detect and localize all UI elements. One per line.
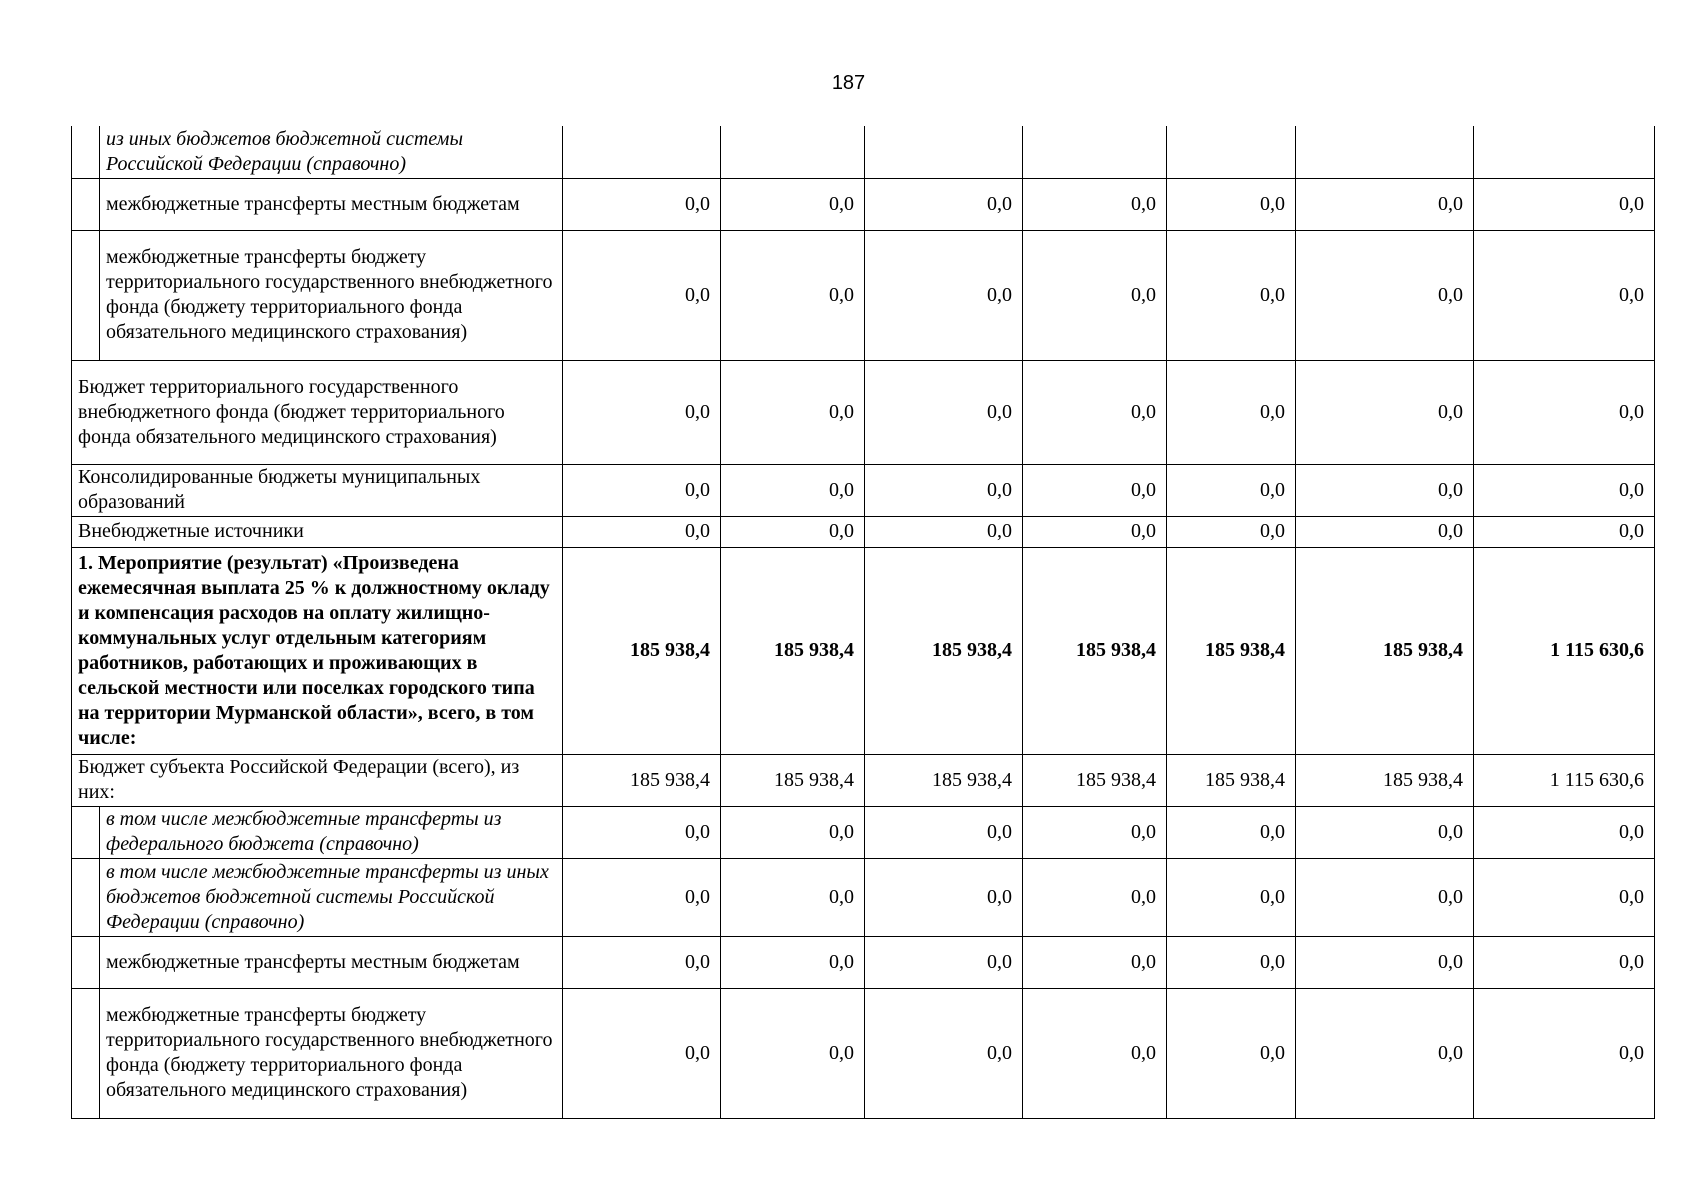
value-cell: 0,0 (721, 464, 865, 516)
row-label: Бюджет территориального государственного внебюджетного фонда (бюджет территориального фонда обязательного медицинского страхования) (72, 360, 563, 464)
value-cell: 0,0 (563, 806, 721, 858)
value-cell: 0,0 (1023, 988, 1167, 1118)
value-cell: 0,0 (563, 936, 721, 988)
value-cell: 0,0 (1167, 178, 1296, 230)
value-cell: 0,0 (1167, 360, 1296, 464)
value-cell: 0,0 (1023, 178, 1167, 230)
value-cell: 185 938,4 (1023, 754, 1167, 806)
value-cell: 0,0 (865, 178, 1023, 230)
value-cell: 0,0 (1474, 806, 1655, 858)
value-cell: 0,0 (1023, 516, 1167, 547)
table-row (72, 126, 1655, 178)
value-cell: 0,0 (563, 178, 721, 230)
table-row (72, 178, 1655, 230)
value-cell: 0,0 (721, 806, 865, 858)
table-row (72, 806, 1655, 858)
table-row (72, 516, 1655, 547)
value-cell: 0,0 (1167, 988, 1296, 1118)
page-number: 187 (831, 72, 866, 94)
table-row (72, 230, 1655, 360)
table-row (72, 464, 1655, 516)
value-cell: 0,0 (721, 230, 865, 360)
value-cell: 185 938,4 (865, 754, 1023, 806)
row-label: межбюджетные трансферты бюджету территориального государственного внебюджетного фонда (бюджету территориального фонда обязательного медицинского страхования) (100, 230, 563, 360)
value-cell: 185 938,4 (1167, 754, 1296, 806)
value-cell (1474, 126, 1655, 178)
value-cell (865, 126, 1023, 178)
value-cell: 0,0 (1023, 936, 1167, 988)
value-cell: 0,0 (1023, 806, 1167, 858)
value-cell: 185 938,4 (1023, 547, 1167, 754)
row-label: из иных бюджетов бюджетной системы Российской Федерации (справочно) (100, 126, 563, 178)
indent-cell (72, 126, 100, 178)
value-cell: 0,0 (865, 464, 1023, 516)
value-cell: 0,0 (1167, 858, 1296, 936)
value-cell (1296, 126, 1474, 178)
value-cell: 0,0 (1474, 936, 1655, 988)
table-row (72, 754, 1655, 806)
value-cell: 185 938,4 (563, 547, 721, 754)
value-cell: 0,0 (1296, 858, 1474, 936)
indent-cell (72, 936, 100, 988)
row-label: Бюджет субъекта Российской Федерации (всего), из них: (72, 754, 563, 806)
indent-cell (72, 178, 100, 230)
value-cell: 0,0 (563, 230, 721, 360)
row-label: Внебюджетные источники (72, 516, 563, 547)
table-body (72, 126, 1655, 1118)
value-cell: 0,0 (721, 858, 865, 936)
table-row (72, 547, 1655, 754)
value-cell (1167, 126, 1296, 178)
value-cell: 0,0 (721, 988, 865, 1118)
indent-cell (72, 858, 100, 936)
value-cell: 1 115 630,6 (1474, 754, 1655, 806)
value-cell (721, 126, 865, 178)
value-cell: 0,0 (1474, 178, 1655, 230)
value-cell: 0,0 (721, 516, 865, 547)
value-cell: 0,0 (1296, 988, 1474, 1118)
value-cell: 0,0 (1474, 988, 1655, 1118)
value-cell: 0,0 (1167, 230, 1296, 360)
value-cell: 0,0 (865, 360, 1023, 464)
indent-cell (72, 806, 100, 858)
value-cell (1023, 126, 1167, 178)
value-cell: 0,0 (865, 516, 1023, 547)
value-cell: 0,0 (865, 988, 1023, 1118)
table-row (72, 936, 1655, 988)
value-cell: 0,0 (865, 936, 1023, 988)
value-cell: 0,0 (563, 516, 721, 547)
value-cell: 0,0 (721, 178, 865, 230)
indent-cell (72, 230, 100, 360)
value-cell: 0,0 (865, 806, 1023, 858)
value-cell: 0,0 (1474, 858, 1655, 936)
value-cell: 0,0 (865, 858, 1023, 936)
value-cell: 0,0 (1167, 516, 1296, 547)
value-cell: 0,0 (1023, 464, 1167, 516)
value-cell: 185 938,4 (563, 754, 721, 806)
value-cell: 0,0 (563, 464, 721, 516)
value-cell: 0,0 (721, 360, 865, 464)
value-cell: 0,0 (563, 988, 721, 1118)
value-cell: 0,0 (1296, 936, 1474, 988)
row-label: в том числе межбюджетные трансферты из федерального бюджета (справочно) (100, 806, 563, 858)
value-cell: 0,0 (721, 936, 865, 988)
value-cell: 0,0 (1296, 806, 1474, 858)
table-row (72, 360, 1655, 464)
value-cell: 0,0 (1167, 936, 1296, 988)
value-cell: 0,0 (1474, 516, 1655, 547)
value-cell: 0,0 (1296, 178, 1474, 230)
budget-table (71, 126, 1655, 1119)
row-label: межбюджетные трансферты бюджету территориального государственного внебюджетного фонда (бюджету территориального фонда обязательного медицинского страхования) (100, 988, 563, 1118)
value-cell: 1 115 630,6 (1474, 547, 1655, 754)
value-cell: 0,0 (1167, 464, 1296, 516)
value-cell: 0,0 (563, 360, 721, 464)
value-cell: 0,0 (1296, 464, 1474, 516)
value-cell: 0,0 (1296, 230, 1474, 360)
indent-cell (72, 988, 100, 1118)
value-cell: 0,0 (1474, 464, 1655, 516)
value-cell: 185 938,4 (1167, 547, 1296, 754)
table-row (72, 858, 1655, 936)
value-cell: 0,0 (1023, 230, 1167, 360)
value-cell: 185 938,4 (721, 547, 865, 754)
row-label: Консолидированные бюджеты муниципальных образований (72, 464, 563, 516)
value-cell: 0,0 (1023, 858, 1167, 936)
value-cell: 0,0 (1296, 516, 1474, 547)
value-cell: 0,0 (1023, 360, 1167, 464)
value-cell: 185 938,4 (1296, 754, 1474, 806)
value-cell: 185 938,4 (721, 754, 865, 806)
table-row (72, 988, 1655, 1118)
value-cell (563, 126, 721, 178)
value-cell: 0,0 (1474, 230, 1655, 360)
row-label: в том числе межбюджетные трансферты из иных бюджетов бюджетной системы Российской Федерации (справочно) (100, 858, 563, 936)
value-cell: 185 938,4 (1296, 547, 1474, 754)
row-label: межбюджетные трансферты местным бюджетам (100, 936, 563, 988)
row-label: межбюджетные трансферты местным бюджетам (100, 178, 563, 230)
value-cell: 185 938,4 (865, 547, 1023, 754)
value-cell: 0,0 (865, 230, 1023, 360)
row-label: 1. Мероприятие (результат) «Произведена ежемесячная выплата 25 % к должностному окладу и компенсация расходов на оплату жилищно-коммунальных услуг отдельным категориям работников, работающих и проживающих в сельской местности или поселках городского типа на территории Мурманской области», всего, в том числе: (72, 547, 563, 754)
value-cell: 0,0 (1474, 360, 1655, 464)
value-cell: 0,0 (563, 858, 721, 936)
value-cell: 0,0 (1167, 806, 1296, 858)
value-cell: 0,0 (1296, 360, 1474, 464)
